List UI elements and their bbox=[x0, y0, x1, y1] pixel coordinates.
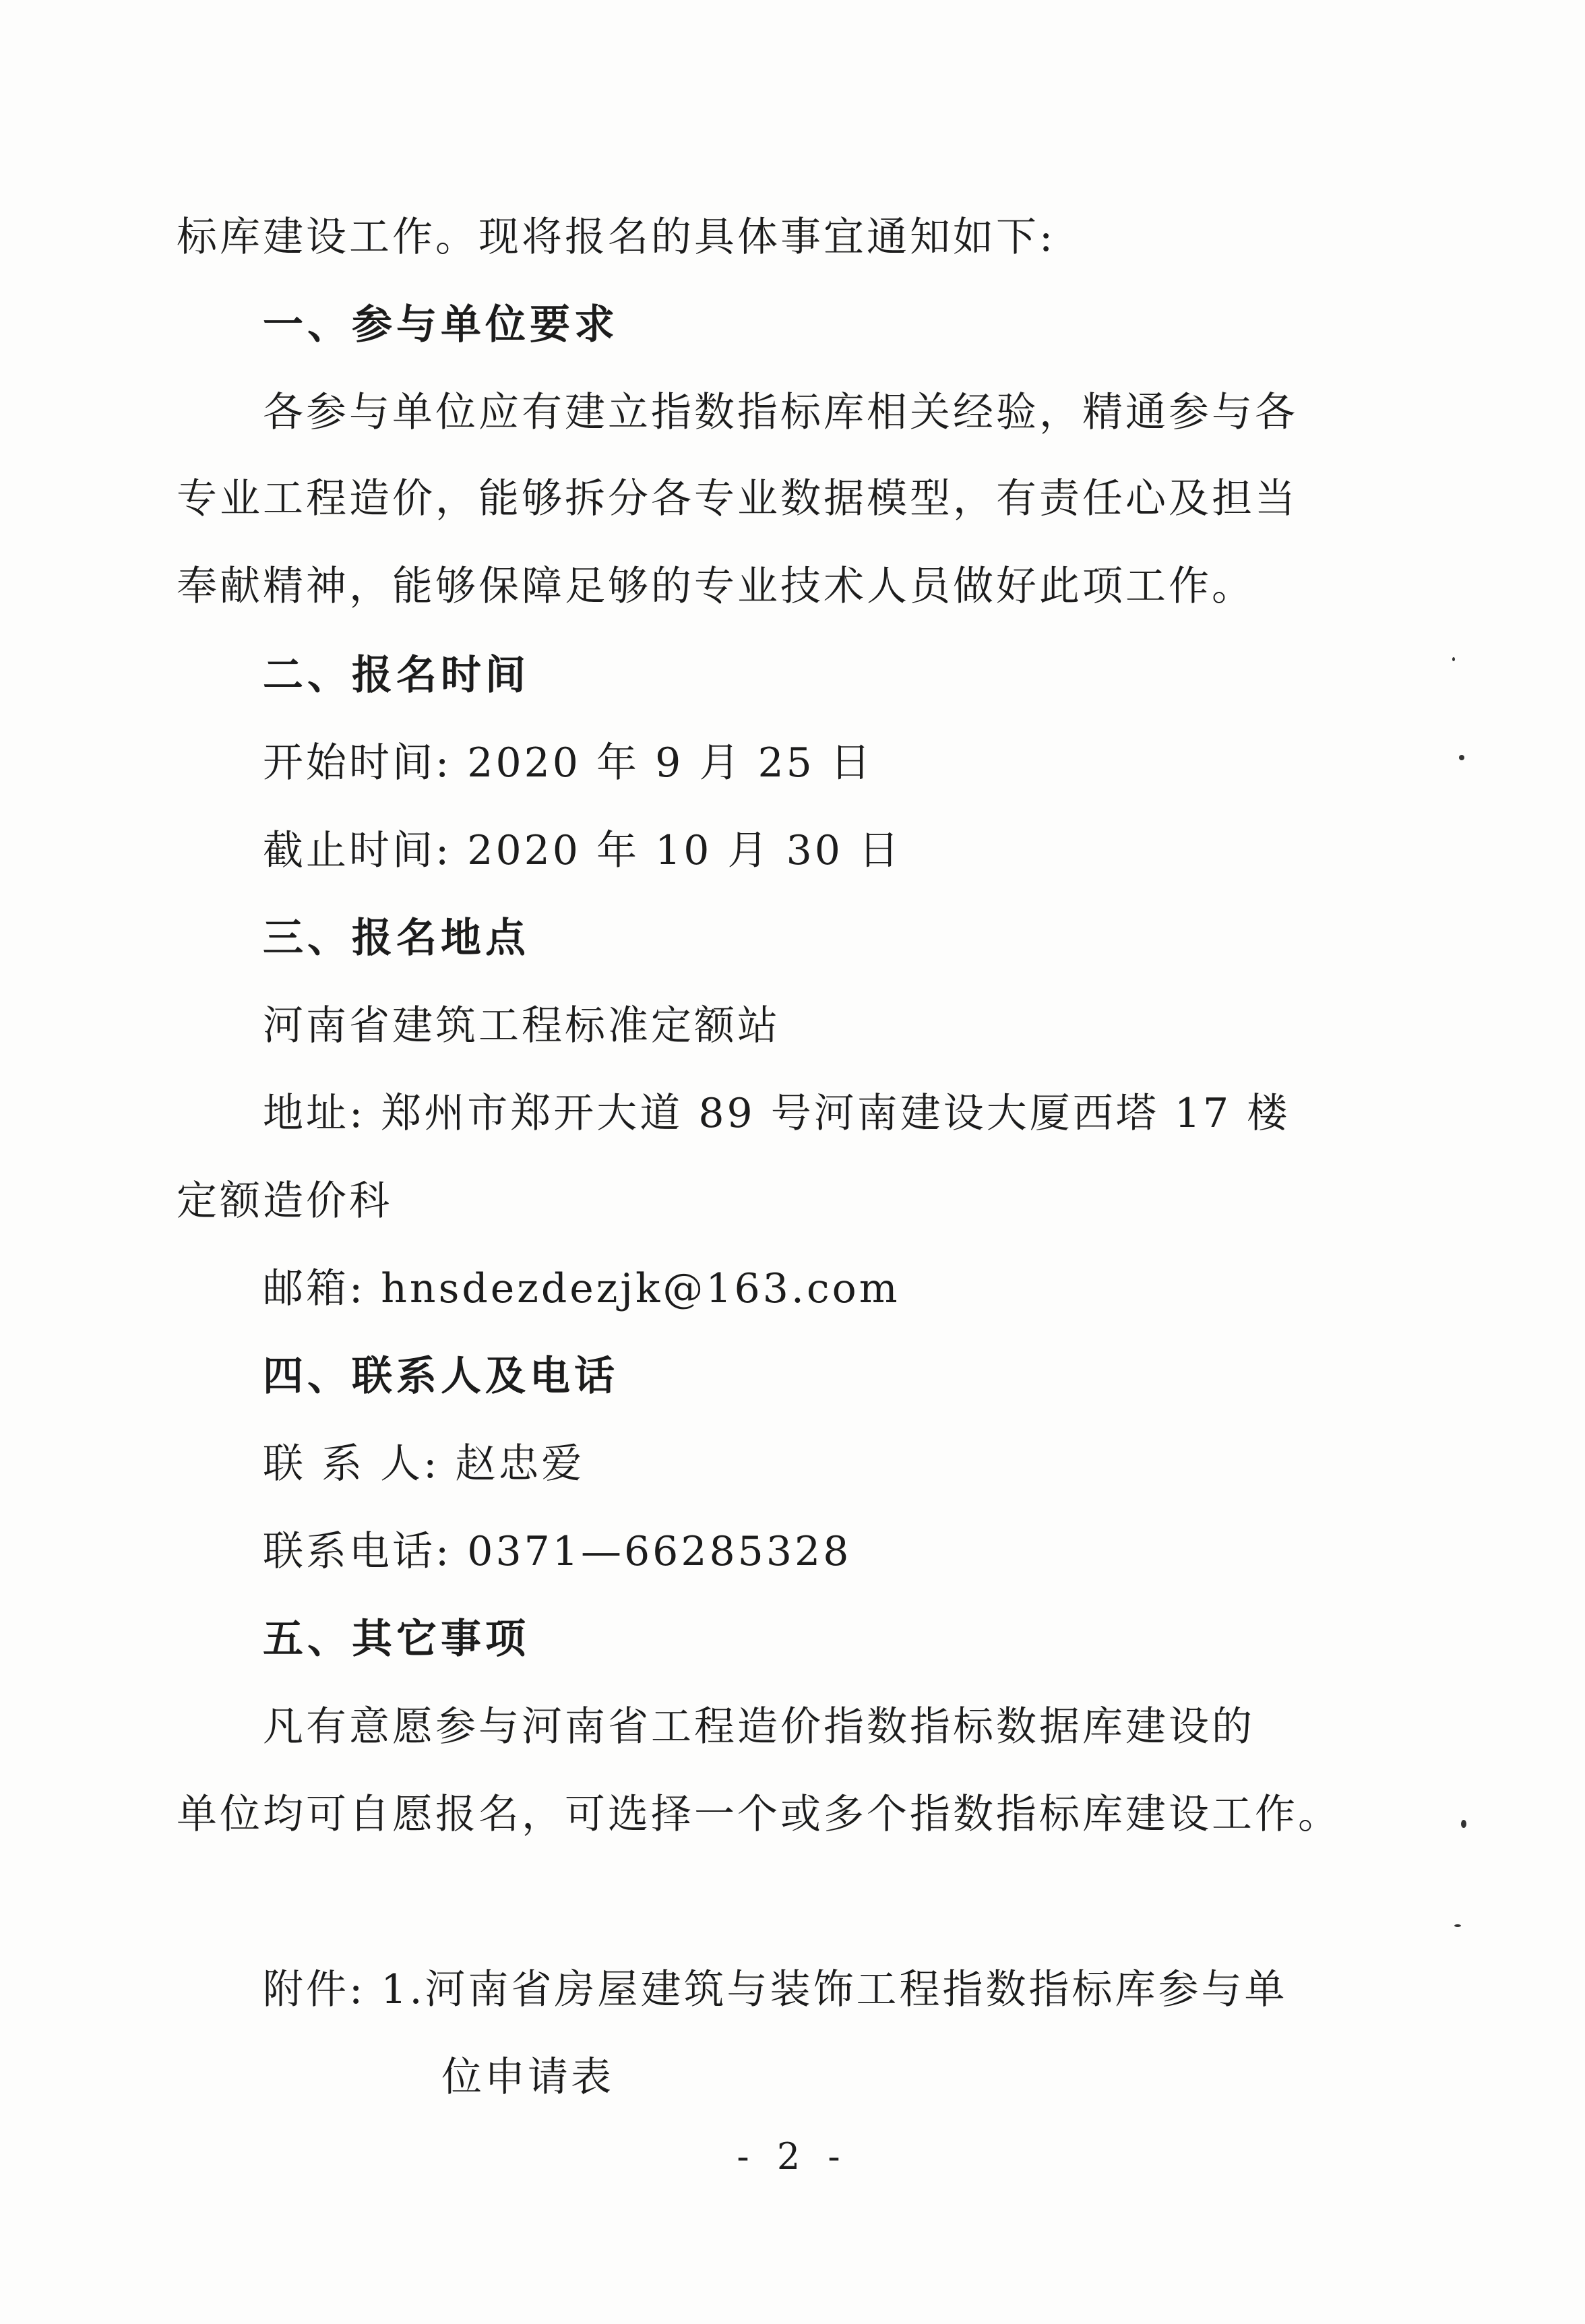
section-heading-4: 四、联系人及电话 bbox=[263, 1353, 619, 1400]
paragraph-other-line-1: 凡有意愿参与河南省工程造价指数指标数据库建设的 bbox=[263, 1703, 1255, 1750]
organization-name: 河南省建筑工程标准定额站 bbox=[263, 1002, 780, 1049]
paragraph-requirements-line-3: 奉献精神，能够保障足够的专业技术人员做好此项工作。 bbox=[177, 563, 1255, 610]
scan-speck bbox=[1459, 755, 1464, 760]
email: 邮箱: hnsdezdezjk@163.com bbox=[263, 1265, 900, 1312]
section-heading-5: 五、其它事项 bbox=[263, 1616, 530, 1663]
section-heading-3: 三、报名地点 bbox=[263, 915, 530, 962]
paragraph-requirements-line-1: 各参与单位应有建立指数指标库相关经验，精通参与各 bbox=[263, 389, 1298, 436]
contact-person: 联 系 人: 赵忠爱 bbox=[263, 1440, 585, 1488]
paragraph-other-line-2: 单位均可自愿报名，可选择一个或多个指数指标库建设工作。 bbox=[177, 1791, 1341, 1838]
attachment-line-1: 附件: 1.河南省房屋建筑与装饰工程指数指标库参与单 bbox=[263, 1966, 1288, 2013]
section-heading-2: 二、报名时间 bbox=[263, 652, 530, 699]
address-continued: 定额造价科 bbox=[177, 1178, 392, 1225]
start-time: 开始时间: 2020 年 9 月 25 日 bbox=[263, 739, 873, 787]
contact-phone: 联系电话: 0371—66285328 bbox=[263, 1528, 852, 1575]
paragraph-intro-end: 标库建设工作。现将报名的具体事宜通知如下: bbox=[177, 214, 1056, 261]
scan-speck bbox=[1454, 1924, 1461, 1927]
section-heading-1: 一、参与单位要求 bbox=[263, 301, 619, 348]
end-time: 截止时间: 2020 年 10 月 30 日 bbox=[263, 827, 902, 874]
address: 地址: 郑州市郑开大道 89 号河南建设大厦西塔 17 楼 bbox=[263, 1090, 1291, 1137]
scan-speck bbox=[1452, 657, 1455, 661]
page-number: - 2 - bbox=[737, 2135, 848, 2178]
attachment-line-2: 位申请表 bbox=[441, 2054, 614, 2101]
paragraph-requirements-line-2: 专业工程造价，能够拆分各专业数据模型，有责任心及担当 bbox=[177, 475, 1298, 522]
scan-speck bbox=[1461, 1820, 1466, 1828]
